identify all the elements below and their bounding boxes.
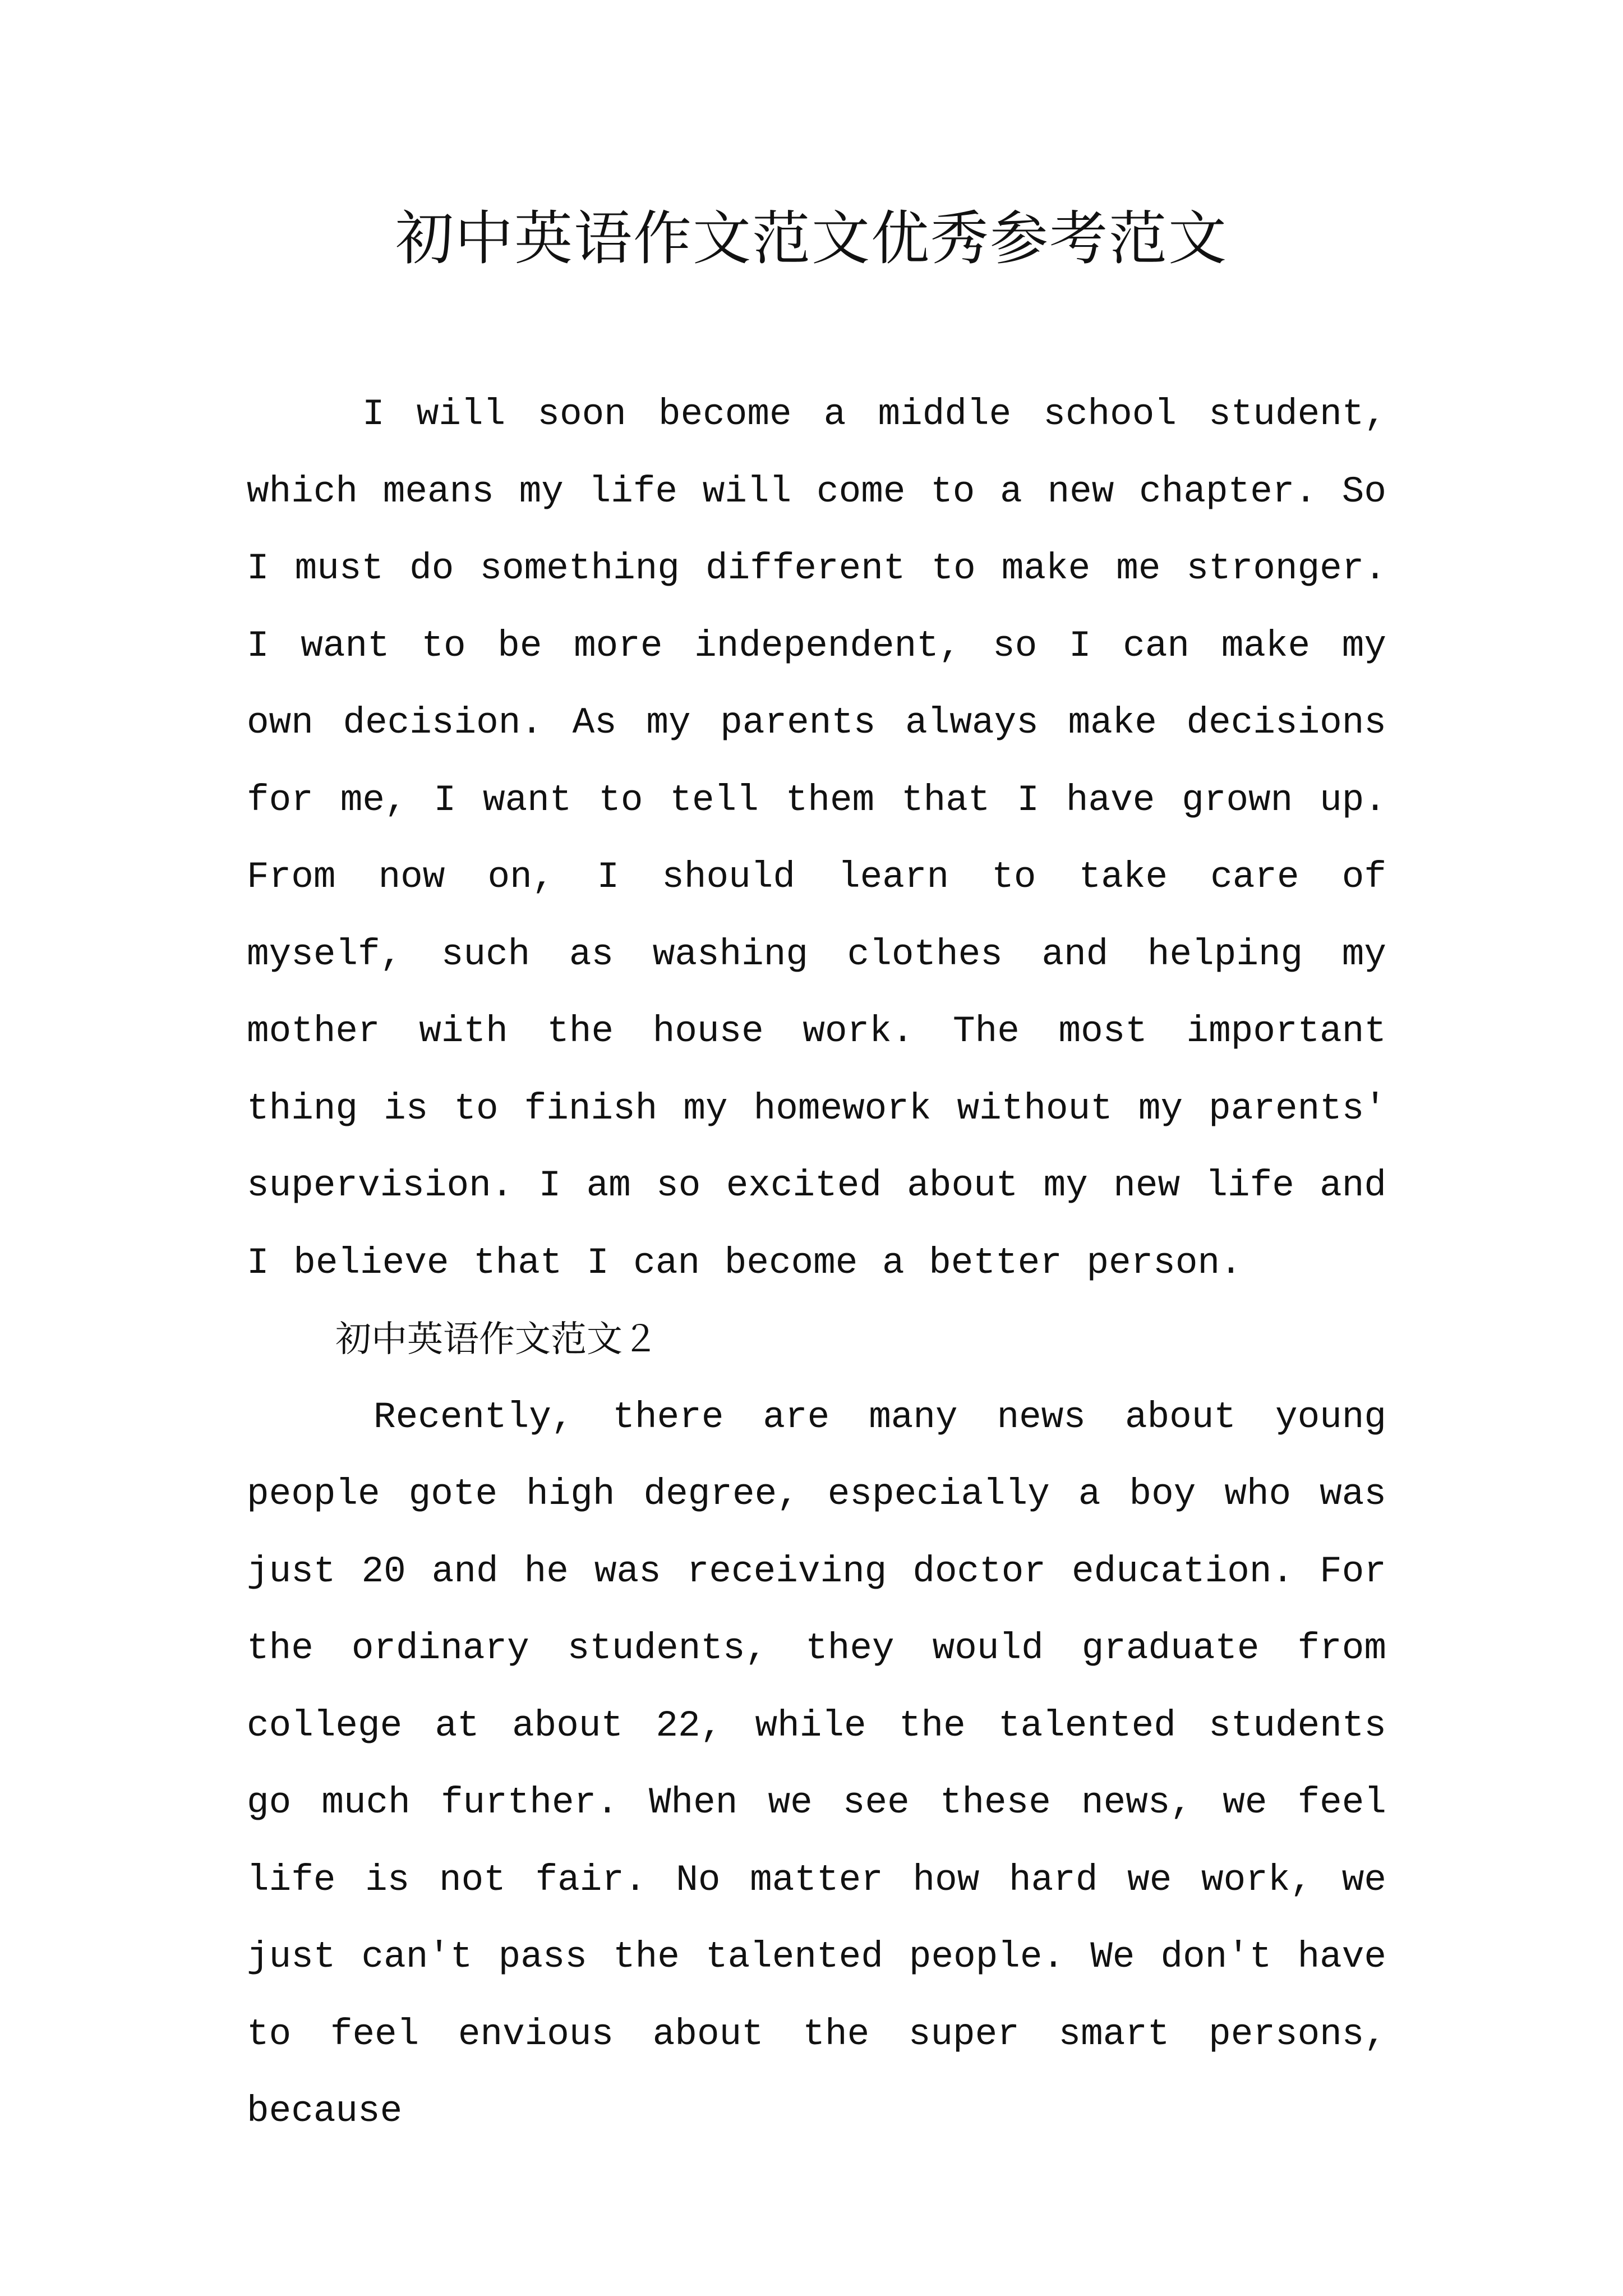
essay-paragraph-2: Recently, there are many news about young people gote high degree, especially a boy who was just 20 and he was receiving doctor education. For the ordinary students, they would graduate from college at about 22, while the talented students go much further. When we see these news, we feel life is not fair. No matter how hard we work, we just can't pass the talented people. We don't have to feel envious about the super smart persons, because (247, 1396, 1386, 2132)
section-heading-2: 初中英语作文范文２ (335, 1319, 658, 1360)
document-body (247, 376, 1386, 2150)
essay-paragraph-1: I will soon become a middle school student, which means my life will come to a new chapter. So I must do something different to make me stronger. I want to be more independent, so I can make my own decision. As my parents always make decisions for me, I want to tell them that I have grown up. From now on, I should learn to take care of myself, such as washing clothes and helping my mother with the house work. The most important thing is to finish my homework without my parents' supervision. I am so excited about my new life and I believe that I can become a better person. (247, 393, 1386, 1284)
document-title: 初中英语作文范文优秀参考范文 (395, 204, 1228, 273)
